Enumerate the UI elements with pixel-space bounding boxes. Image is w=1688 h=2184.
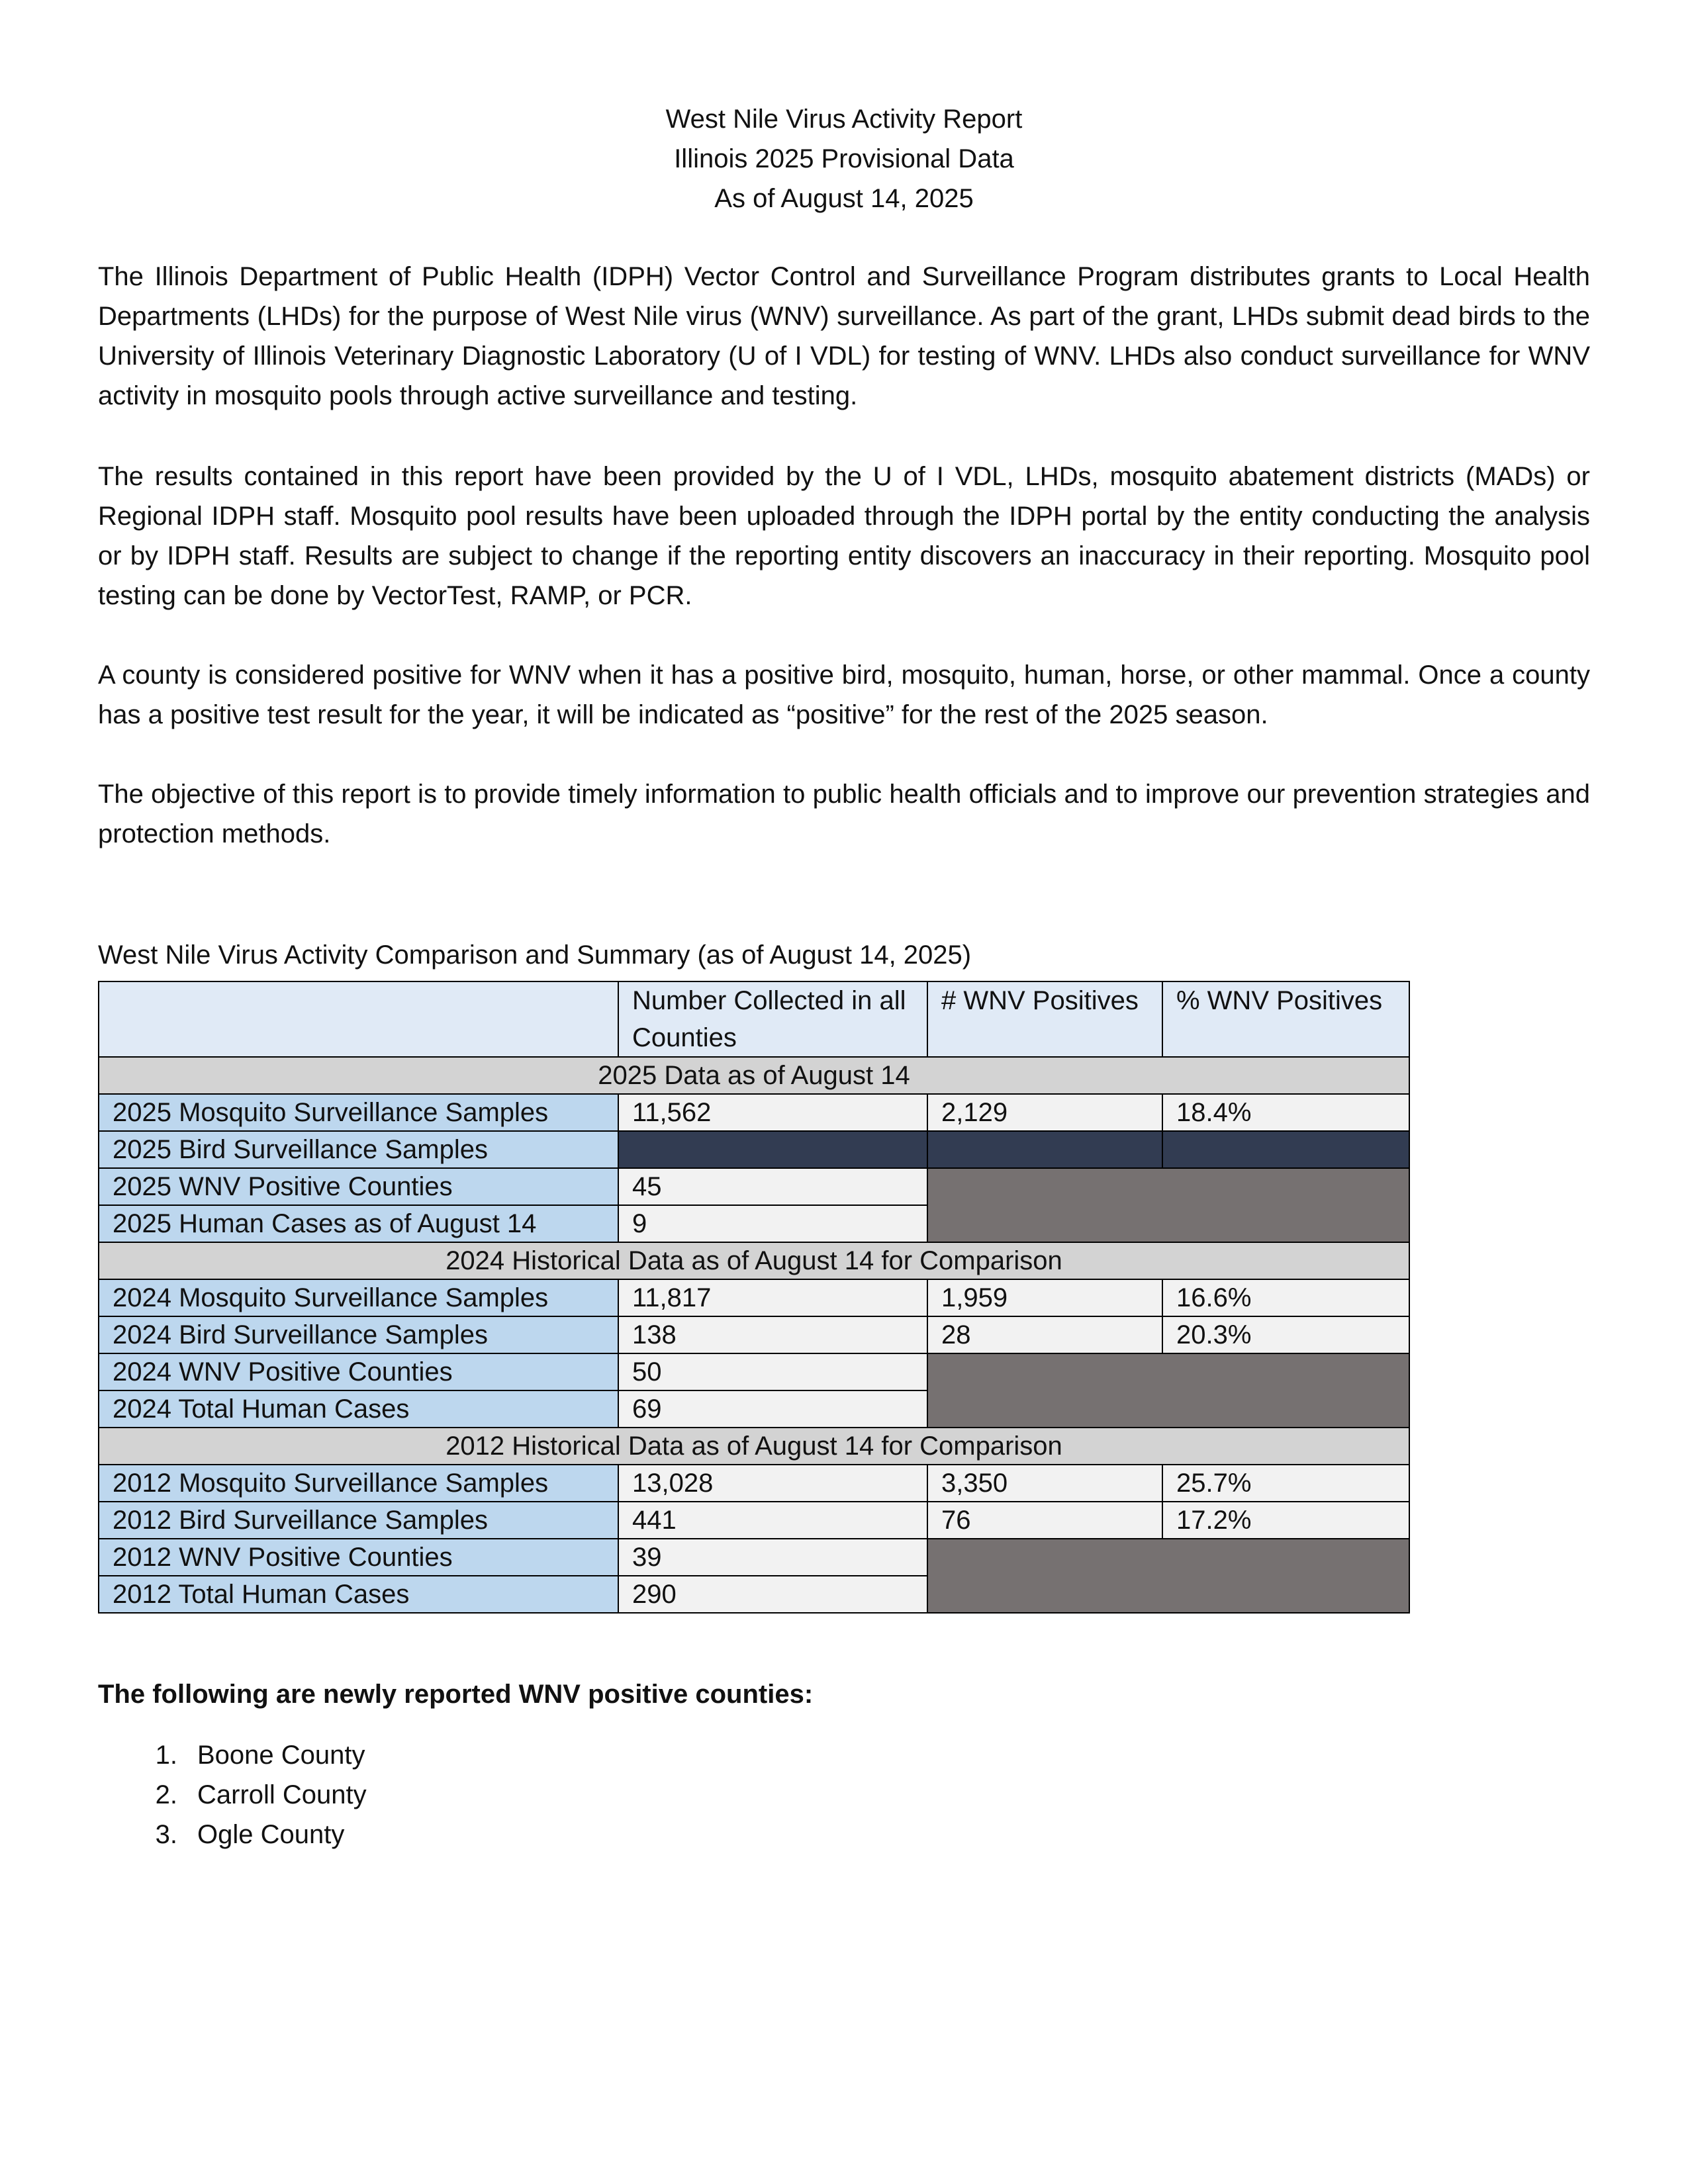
section-title: 2012 Historical Data as of August 14 for Comparison xyxy=(99,1428,1409,1465)
table-row xyxy=(99,1316,1409,1353)
table-row xyxy=(99,1539,1409,1576)
positives-cell: 28 xyxy=(927,1316,1162,1353)
no-data-cell xyxy=(1162,1131,1409,1168)
no-data-cell xyxy=(927,1131,1162,1168)
not-applicable-block xyxy=(927,1353,1409,1428)
collected-cell: 11,817 xyxy=(618,1279,927,1316)
activity-summary-table xyxy=(98,981,1410,1614)
collected-cell: 45 xyxy=(618,1168,927,1205)
paragraph-program-overview: The Illinois Department of Public Health (IDPH) Vector Control and Surveillance Program distributes grants to Local Health Departments (LHDs) for the purpose of West Nile virus (WNV) surveillance. As part of the grant, LHDs submit dead birds to the University of Illinois Veterinary Diagnostic Laboratory (U of I VDL) for testing of WNV. LHDs also conduct surveillance for WNV activity in mosquito pools through active surveillance and testing. xyxy=(98,262,1590,410)
not-applicable-block xyxy=(927,1168,1409,1242)
list-number: 3. xyxy=(155,1820,177,1849)
list-item xyxy=(98,1775,367,1815)
row-label: 2024 Total Human Cases xyxy=(99,1390,618,1428)
table-caption: West Nile Virus Activity Comparison and Summary (as of August 14, 2025) xyxy=(98,940,972,970)
not-applicable-block xyxy=(927,1539,1409,1613)
section-title: 2024 Historical Data as of August 14 for Comparison xyxy=(99,1242,1409,1279)
list-item xyxy=(98,1815,367,1854)
percent-cell: 17.2% xyxy=(1162,1502,1409,1539)
table-row xyxy=(99,1502,1409,1539)
row-label: 2025 Human Cases as of August 14 xyxy=(99,1205,618,1242)
percent-cell: 20.3% xyxy=(1162,1316,1409,1353)
positives-cell: 2,129 xyxy=(927,1094,1162,1131)
section-row-2012 xyxy=(99,1428,1409,1465)
title-line-2: Illinois 2025 Provisional Data xyxy=(674,144,1014,173)
collected-cell: 50 xyxy=(618,1353,927,1390)
row-label: 2012 Bird Surveillance Samples xyxy=(99,1502,618,1539)
positives-cell: 3,350 xyxy=(927,1465,1162,1502)
title-line-1: West Nile Virus Activity Report xyxy=(665,105,1023,134)
header-empty-cell xyxy=(99,981,618,1057)
collected-cell: 13,028 xyxy=(618,1465,927,1502)
percent-cell: 18.4% xyxy=(1162,1094,1409,1131)
title-line-3: As of August 14, 2025 xyxy=(714,184,974,213)
header-wnv-positives: # WNV Positives xyxy=(927,981,1162,1057)
row-label: 2012 Mosquito Surveillance Samples xyxy=(99,1465,618,1502)
collected-cell: 138 xyxy=(618,1316,927,1353)
list-number: 2. xyxy=(155,1780,177,1809)
new-counties-heading: The following are newly reported WNV positive counties: xyxy=(98,1680,814,1709)
report-title xyxy=(0,99,1688,218)
table-row xyxy=(99,1131,1409,1168)
collected-cell: 290 xyxy=(618,1576,927,1613)
positives-cell: 1,959 xyxy=(927,1279,1162,1316)
row-label: 2024 WNV Positive Counties xyxy=(99,1353,618,1390)
collected-cell: 39 xyxy=(618,1539,927,1576)
county-name: Carroll County xyxy=(197,1780,367,1809)
row-label: 2012 Total Human Cases xyxy=(99,1576,618,1613)
row-label: 2024 Bird Surveillance Samples xyxy=(99,1316,618,1353)
header-number-collected: Number Collected in all Counties xyxy=(618,981,927,1057)
table-row xyxy=(99,1168,1409,1205)
table-row xyxy=(99,1353,1409,1390)
table-row xyxy=(99,1465,1409,1502)
positives-cell: 76 xyxy=(927,1502,1162,1539)
list-item xyxy=(98,1735,367,1775)
paragraph-positive-definition: A county is considered positive for WNV when it has a positive bird, mosquito, human, horse, or other mammal. Once a county has a positive test result for the year, it will be indicated as “positive” for the rest of the 2025 season. xyxy=(98,660,1590,729)
table-row xyxy=(99,1094,1409,1131)
collected-cell: 11,562 xyxy=(618,1094,927,1131)
county-name: Boone County xyxy=(197,1741,365,1770)
collected-cell: 9 xyxy=(618,1205,927,1242)
row-label: 2025 Bird Surveillance Samples xyxy=(99,1131,618,1168)
list-number: 1. xyxy=(155,1741,177,1770)
header-percent-positives: % WNV Positives xyxy=(1162,981,1409,1057)
percent-cell: 16.6% xyxy=(1162,1279,1409,1316)
row-label: 2012 WNV Positive Counties xyxy=(99,1539,618,1576)
paragraph-objective: The objective of this report is to provide timely information to public health officials and to improve our prevention strategies and protection methods. xyxy=(98,780,1590,848)
table-header-row xyxy=(99,981,1409,1057)
row-label: 2025 Mosquito Surveillance Samples xyxy=(99,1094,618,1131)
county-name: Ogle County xyxy=(197,1820,345,1849)
no-data-cell xyxy=(618,1131,927,1168)
collected-cell: 441 xyxy=(618,1502,927,1539)
collected-cell: 69 xyxy=(618,1390,927,1428)
section-row-2024 xyxy=(99,1242,1409,1279)
row-label: 2024 Mosquito Surveillance Samples xyxy=(99,1279,618,1316)
section-row-2025 xyxy=(99,1057,1409,1094)
percent-cell: 25.7% xyxy=(1162,1465,1409,1502)
section-title: 2025 Data as of August 14 xyxy=(99,1057,1409,1094)
paragraph-data-sources: The results contained in this report have been provided by the U of I VDL, LHDs, mosquito abatement districts (MADs) or Regional IDPH staff. Mosquito pool results have been uploaded through the IDPH portal by the entity conducting the analysis or by IDPH staff. Results are subject to change if the reporting entity discovers an inaccuracy in their reporting. Mosquito pool testing can be done by VectorTest, RAMP, or PCR. xyxy=(98,462,1590,610)
new-counties-list xyxy=(98,1735,367,1854)
table-row xyxy=(99,1279,1409,1316)
row-label: 2025 WNV Positive Counties xyxy=(99,1168,618,1205)
